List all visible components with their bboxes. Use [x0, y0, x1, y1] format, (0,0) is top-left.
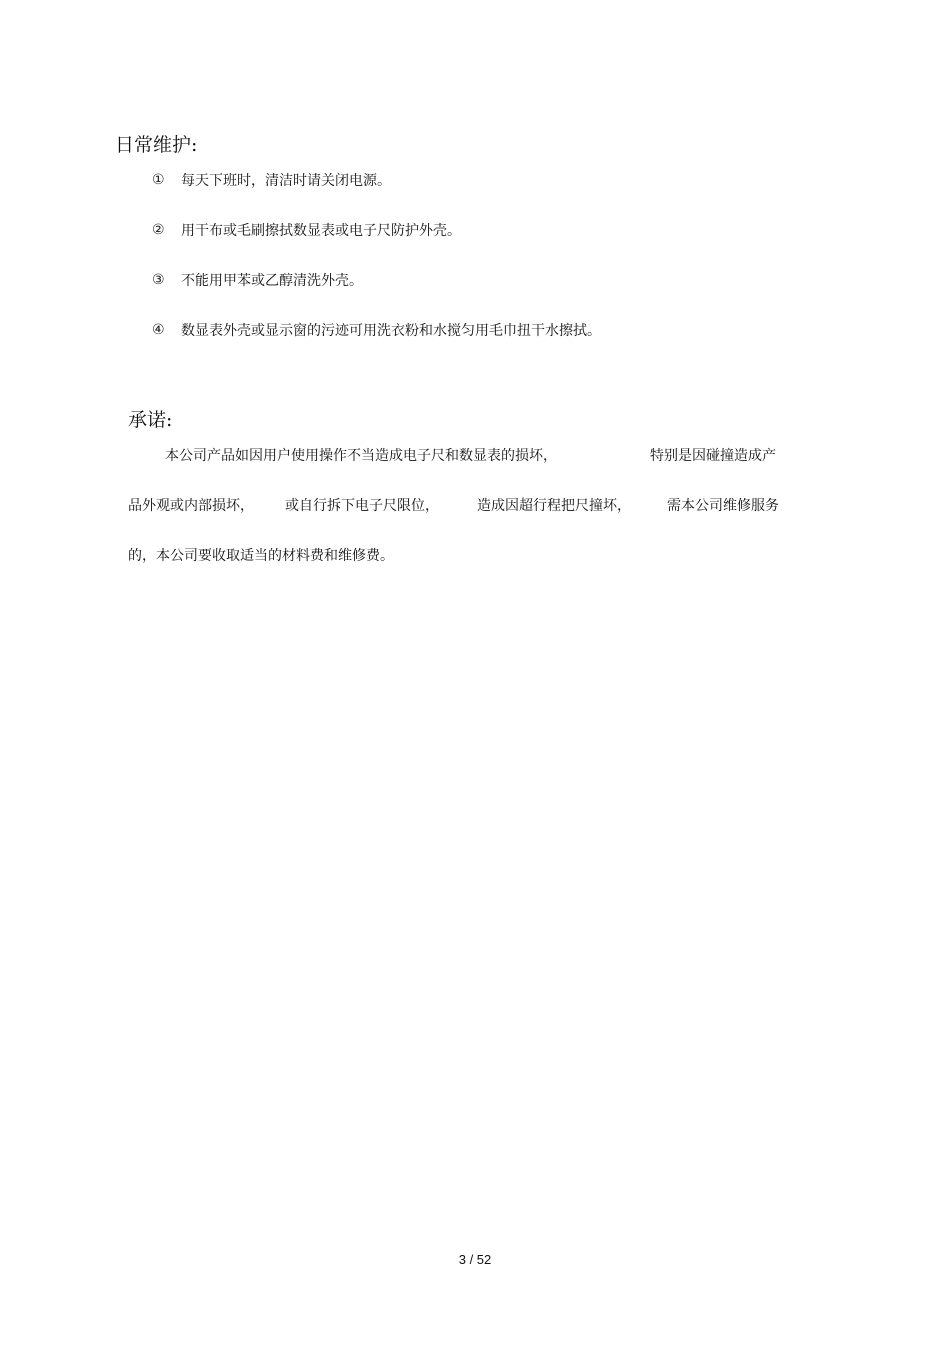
text-segment: 品外观或内部损坏，	[128, 498, 254, 514]
page-number: 3 / 52	[458, 1252, 492, 1267]
item-text: 数显表外壳或显示窗的污迹可用洗衣粉和水搅匀用毛巾扭干水擦拭。	[181, 323, 601, 339]
item-number: ①	[152, 172, 165, 188]
item-number: ②	[152, 222, 165, 238]
list-item	[152, 270, 363, 290]
text-segment: 或自行拆下电子尺限位，	[285, 498, 439, 514]
item-text: 每天下班时，清洁时请关闭电源。	[181, 173, 391, 189]
promise-heading: 承诺:	[128, 409, 173, 431]
item-text: 不能用甲苯或乙醇清洗外壳。	[181, 273, 363, 289]
text-segment: 需本公司维修服务	[667, 498, 779, 514]
text-segment: 的，本公司要收取适当的材料费和维修费。	[128, 548, 394, 564]
item-text: 用干布或毛刷擦拭数显表或电子尺防护外壳。	[181, 223, 461, 239]
item-number: ④	[152, 322, 165, 338]
text-segment: 本公司产品如因用户使用操作不当造成电子尺和数显表的损坏，	[165, 448, 557, 464]
text-segment: 造成因超行程把尺撞坏，	[477, 498, 631, 514]
list-item	[152, 220, 461, 240]
text-segment: 特别是因碰撞造成产	[650, 448, 776, 464]
list-item	[152, 170, 391, 190]
maintenance-heading: 日常维护:	[115, 134, 198, 156]
list-item	[152, 320, 601, 340]
item-number: ③	[152, 272, 165, 288]
